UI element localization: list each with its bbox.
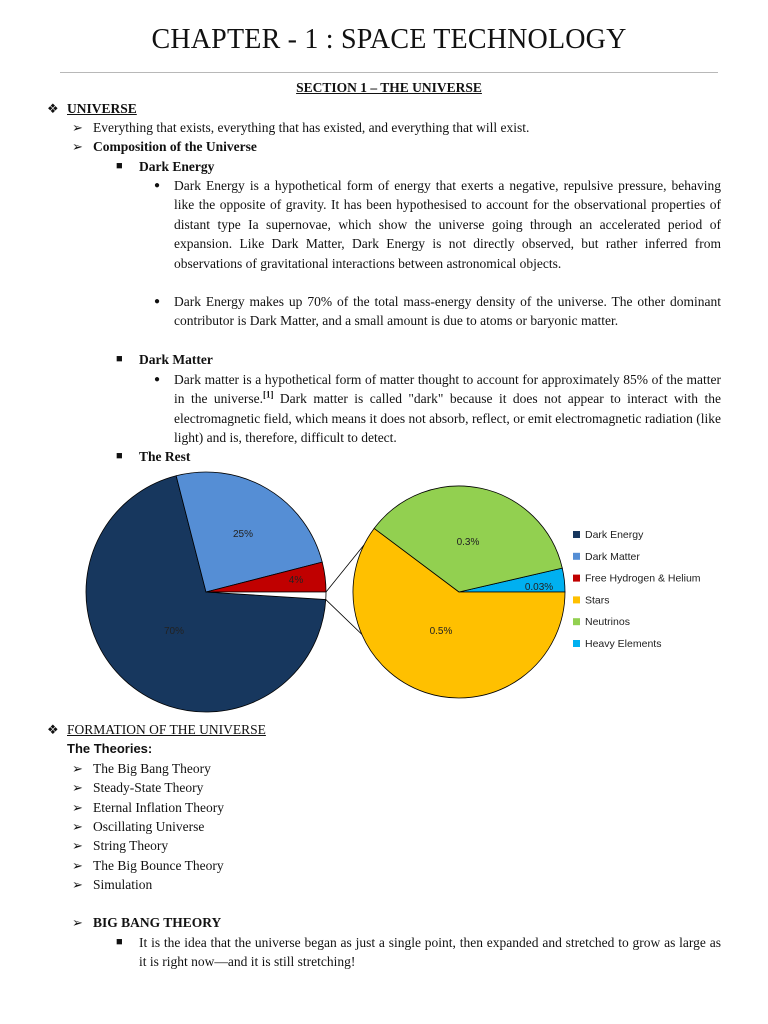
arrow-bullet-icon: ➢ (72, 857, 83, 873)
arrow-bullet-icon: ➢ (72, 876, 83, 892)
pie-label-stars: 0.5% (429, 626, 453, 637)
pie-label-heavy-elements: 0.03% (524, 582, 554, 593)
universe-definition: Everything that exists, everything that has existed, and everything that will exist. (93, 120, 530, 135)
theory-item: Steady-State Theory (93, 780, 204, 796)
big-bang-heading: BIG BANG THEORY (93, 915, 222, 930)
diamond-bullet-icon: ❖ (47, 101, 59, 116)
legend-label: Dark Matter (585, 550, 640, 563)
square-bullet-icon: ■ (116, 936, 123, 948)
arrow-bullet-icon: ➢ (72, 915, 83, 930)
theory-item: The Big Bang Theory (93, 761, 211, 776)
title-divider (60, 72, 718, 73)
universe-heading: UNIVERSE (67, 101, 137, 116)
pie-label-dark-energy: 70% (163, 626, 185, 637)
legend-swatch (573, 531, 580, 538)
diamond-bullet-icon: ❖ (47, 722, 59, 737)
legend-label: Stars (585, 594, 610, 607)
arrow-bullet-icon: ➢ (72, 818, 83, 834)
citation-ref[interactable]: [1] (262, 389, 274, 400)
page-title: CHAPTER - 1 : SPACE TECHNOLOGY (151, 24, 627, 55)
dark-energy-paragraph-1: Dark Energy is a hypothetical form of energy that exerts a negative, repulsive pressure, behaving like the opposite of gravity. It has been hypothesised to account for the observational properties of distant type Ia supernovae, which show the universe going through an accelerated period of expansion. Like Dark Matter, Dark Energy is not directly observed, but rather inferred from observations of gravitational interactions between astronomical objects. (174, 178, 721, 271)
arrow-bullet-icon: ➢ (72, 761, 83, 776)
composition-heading: Composition of the Universe (93, 139, 257, 154)
arrow-bullet-icon: ➢ (72, 838, 83, 854)
legend-label: Neutrinos (585, 616, 630, 629)
square-bullet-icon: ■ (116, 450, 123, 462)
square-bullet-icon: ■ (116, 353, 123, 365)
legend-swatch (573, 618, 580, 625)
universe-composition-chart (60, 468, 724, 714)
theory-item: The Big Bounce Theory (93, 857, 224, 873)
section-heading: SECTION 1 – THE UNIVERSE (296, 80, 482, 95)
theory-item: String Theory (93, 838, 169, 854)
dark-matter-text-a: Dark matter is a hypothetical form of matter thought to account for approximately 85% of the matter in the universe. (174, 372, 721, 407)
arrow-bullet-icon: ➢ (72, 139, 83, 154)
dark-matter-paragraph (174, 370, 721, 448)
theory-item: Simulation (93, 876, 153, 892)
circle-bullet-icon: ● (154, 180, 161, 191)
circle-bullet-icon: ● (154, 296, 161, 307)
legend-swatch (573, 553, 580, 560)
pie-label-dark-matter: 25% (232, 529, 254, 540)
the-rest-heading: The Rest (139, 449, 191, 464)
arrow-bullet-icon: ➢ (72, 799, 83, 815)
dark-energy-heading: Dark Energy (139, 159, 215, 174)
legend-swatch (573, 575, 580, 582)
square-bullet-icon: ■ (116, 160, 123, 172)
legend-swatch (573, 596, 580, 603)
pie-label-neutrinos: 0.3% (456, 537, 480, 548)
legend-label: Dark Energy (585, 529, 644, 541)
pie-label-free-hydrogen-helium: 4% (288, 575, 304, 586)
theory-item: Oscillating Universe (93, 818, 205, 834)
formation-heading: FORMATION OF THE UNIVERSE (67, 722, 266, 737)
legend-label: Heavy Elements (585, 638, 662, 650)
dark-energy-paragraph-2: Dark Energy makes up 70% of the total mass-energy density of the universe. The other dominant contributor is Dark Matter, and a small amount is due to atoms or baryonic matter. (174, 294, 721, 329)
dark-matter-heading: Dark Matter (139, 352, 213, 367)
arrow-bullet-icon: ➢ (72, 780, 83, 796)
big-bang-paragraph: It is the idea that the universe began as just a single point, then expanded and stretched to grow as large as it is right now—and it is still stretching! (139, 935, 721, 970)
dark-matter-text-b: Dark matter is called "dark" because it does not appear to interact with the electromagnetic field, which means it does not absorb, reflect, or emit electromagnetic radiation (like light) and is, therefore, difficult to detect. (174, 391, 721, 446)
legend-label: Free Hydrogen & Helium (585, 572, 701, 585)
legend-swatch (573, 640, 580, 647)
arrow-bullet-icon: ➢ (72, 120, 83, 135)
circle-bullet-icon: ● (154, 374, 161, 385)
theory-item: Eternal Inflation Theory (93, 799, 224, 815)
theories-heading: The Theories: (67, 741, 153, 756)
